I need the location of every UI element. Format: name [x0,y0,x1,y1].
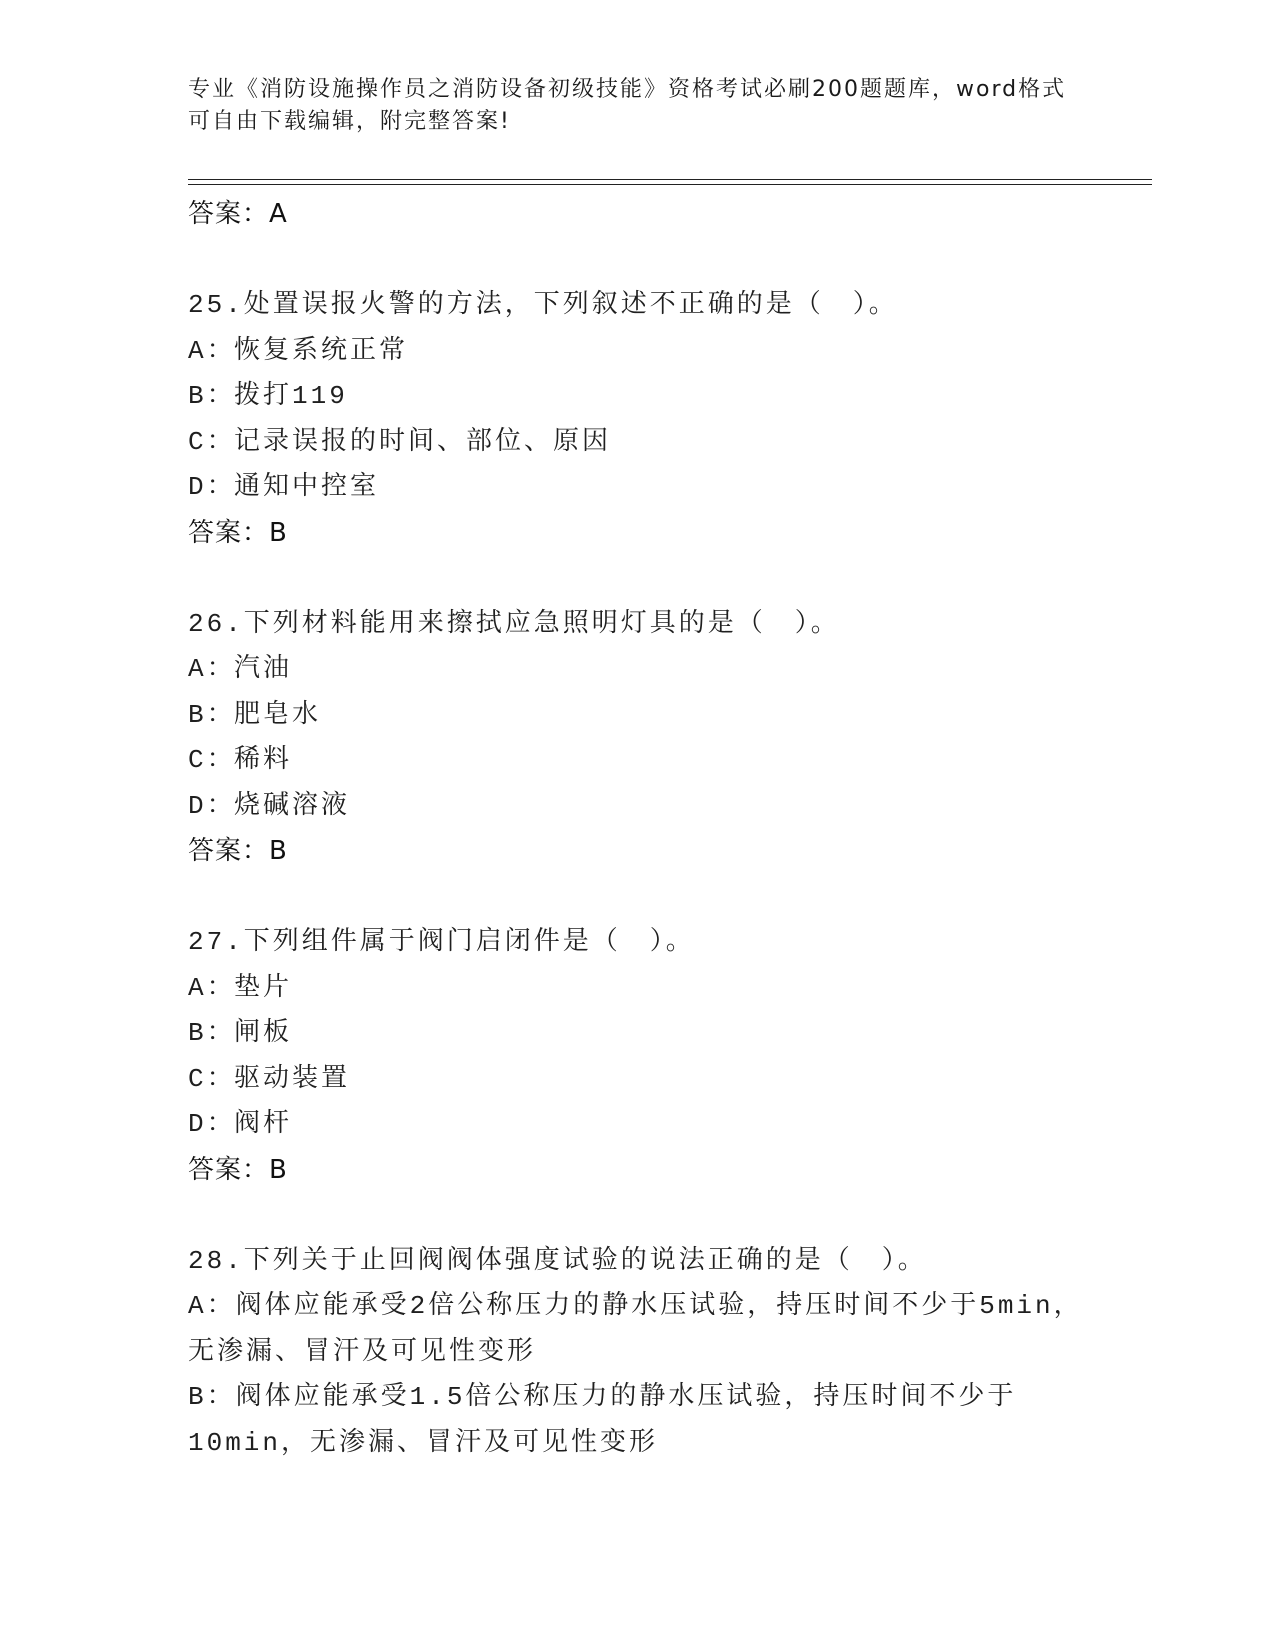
option-d [188,465,1088,511]
question-26 [188,602,1088,874]
header-divider-top [188,179,1152,180]
answer-line: 答案：B [188,836,288,866]
option-a [188,647,1088,693]
question-25 [188,283,1088,555]
answer-line: 答案：B [188,1154,288,1185]
option-text: 通知中控室 [234,472,380,502]
option-text: 汽油 [234,654,293,684]
document-header: 专业《消防设施操作员之消防设备初级技能》资格考试必刷200题题库，word格式可自由下载编辑，附完整答案! [188,77,1067,134]
option-label: A： [188,972,236,1003]
question-text: 26.下列材料能用来擦拭应急照明灯具的是（ ）。 [188,608,840,639]
option-label: C： [188,426,236,457]
option-label: B： [188,381,236,411]
option-label: B： [188,1382,236,1412]
option-a [188,329,1088,375]
question-text: 27.下列组件属于阀门启闭件是（ ）。 [188,927,695,957]
option-text: 驱动装置 [234,1063,351,1094]
option-label: B： [188,1018,236,1048]
option-c [188,1057,1088,1103]
answer-line: 答案：B [188,517,288,548]
option-text: 阀体应能承受1.5倍公称压力的静水压试验，持压时间不少于10min，无渗漏、冒汗及可见性变形 [188,1382,1017,1458]
option-d [188,1102,1088,1148]
option-text: 烧碱溶液 [234,790,351,821]
option-b [188,1011,1088,1057]
question-list [188,192,1088,1466]
option-a [188,966,1088,1012]
previous-answer: 答案：A [188,199,288,229]
option-text: 闸板 [234,1018,293,1048]
option-text: 记录误报的时间、部位、原因 [234,426,612,457]
option-label: A： [188,335,236,366]
option-text: 阀体应能承受2倍公称压力的静水压试验，持压时间不少于5min，无渗漏、冒汗及可见性变形 [188,1291,1083,1367]
option-b [188,693,1088,739]
option-b [188,374,1088,420]
question-27 [188,920,1088,1192]
option-label: D： [188,472,236,502]
option-label: D： [188,790,236,821]
option-label: D： [188,1109,236,1139]
option-c [188,420,1088,466]
question-text: 28.下列关于止回阀阀体强度试验的说法正确的是（ ）。 [188,1245,927,1276]
option-text: 肥皂水 [234,699,322,730]
option-text: 恢复系统正常 [234,335,409,366]
option-label: C： [188,745,236,775]
option-text: 稀料 [234,745,293,775]
option-label: C： [188,1063,236,1094]
option-a [188,1284,1088,1375]
option-label: A： [188,654,236,684]
option-c [188,738,1088,784]
question-28 [188,1239,1088,1467]
option-text: 拨打119 [234,381,348,411]
option-text: 阀杆 [234,1109,293,1139]
option-label: B： [188,699,236,730]
option-b [188,1375,1088,1466]
header-divider-bottom [188,184,1152,185]
option-d [188,784,1088,830]
option-label: A： [188,1291,236,1321]
question-text: 25.处置误报火警的方法，下列叙述不正确的是（ ）。 [188,290,898,320]
option-text: 垫片 [234,972,293,1003]
